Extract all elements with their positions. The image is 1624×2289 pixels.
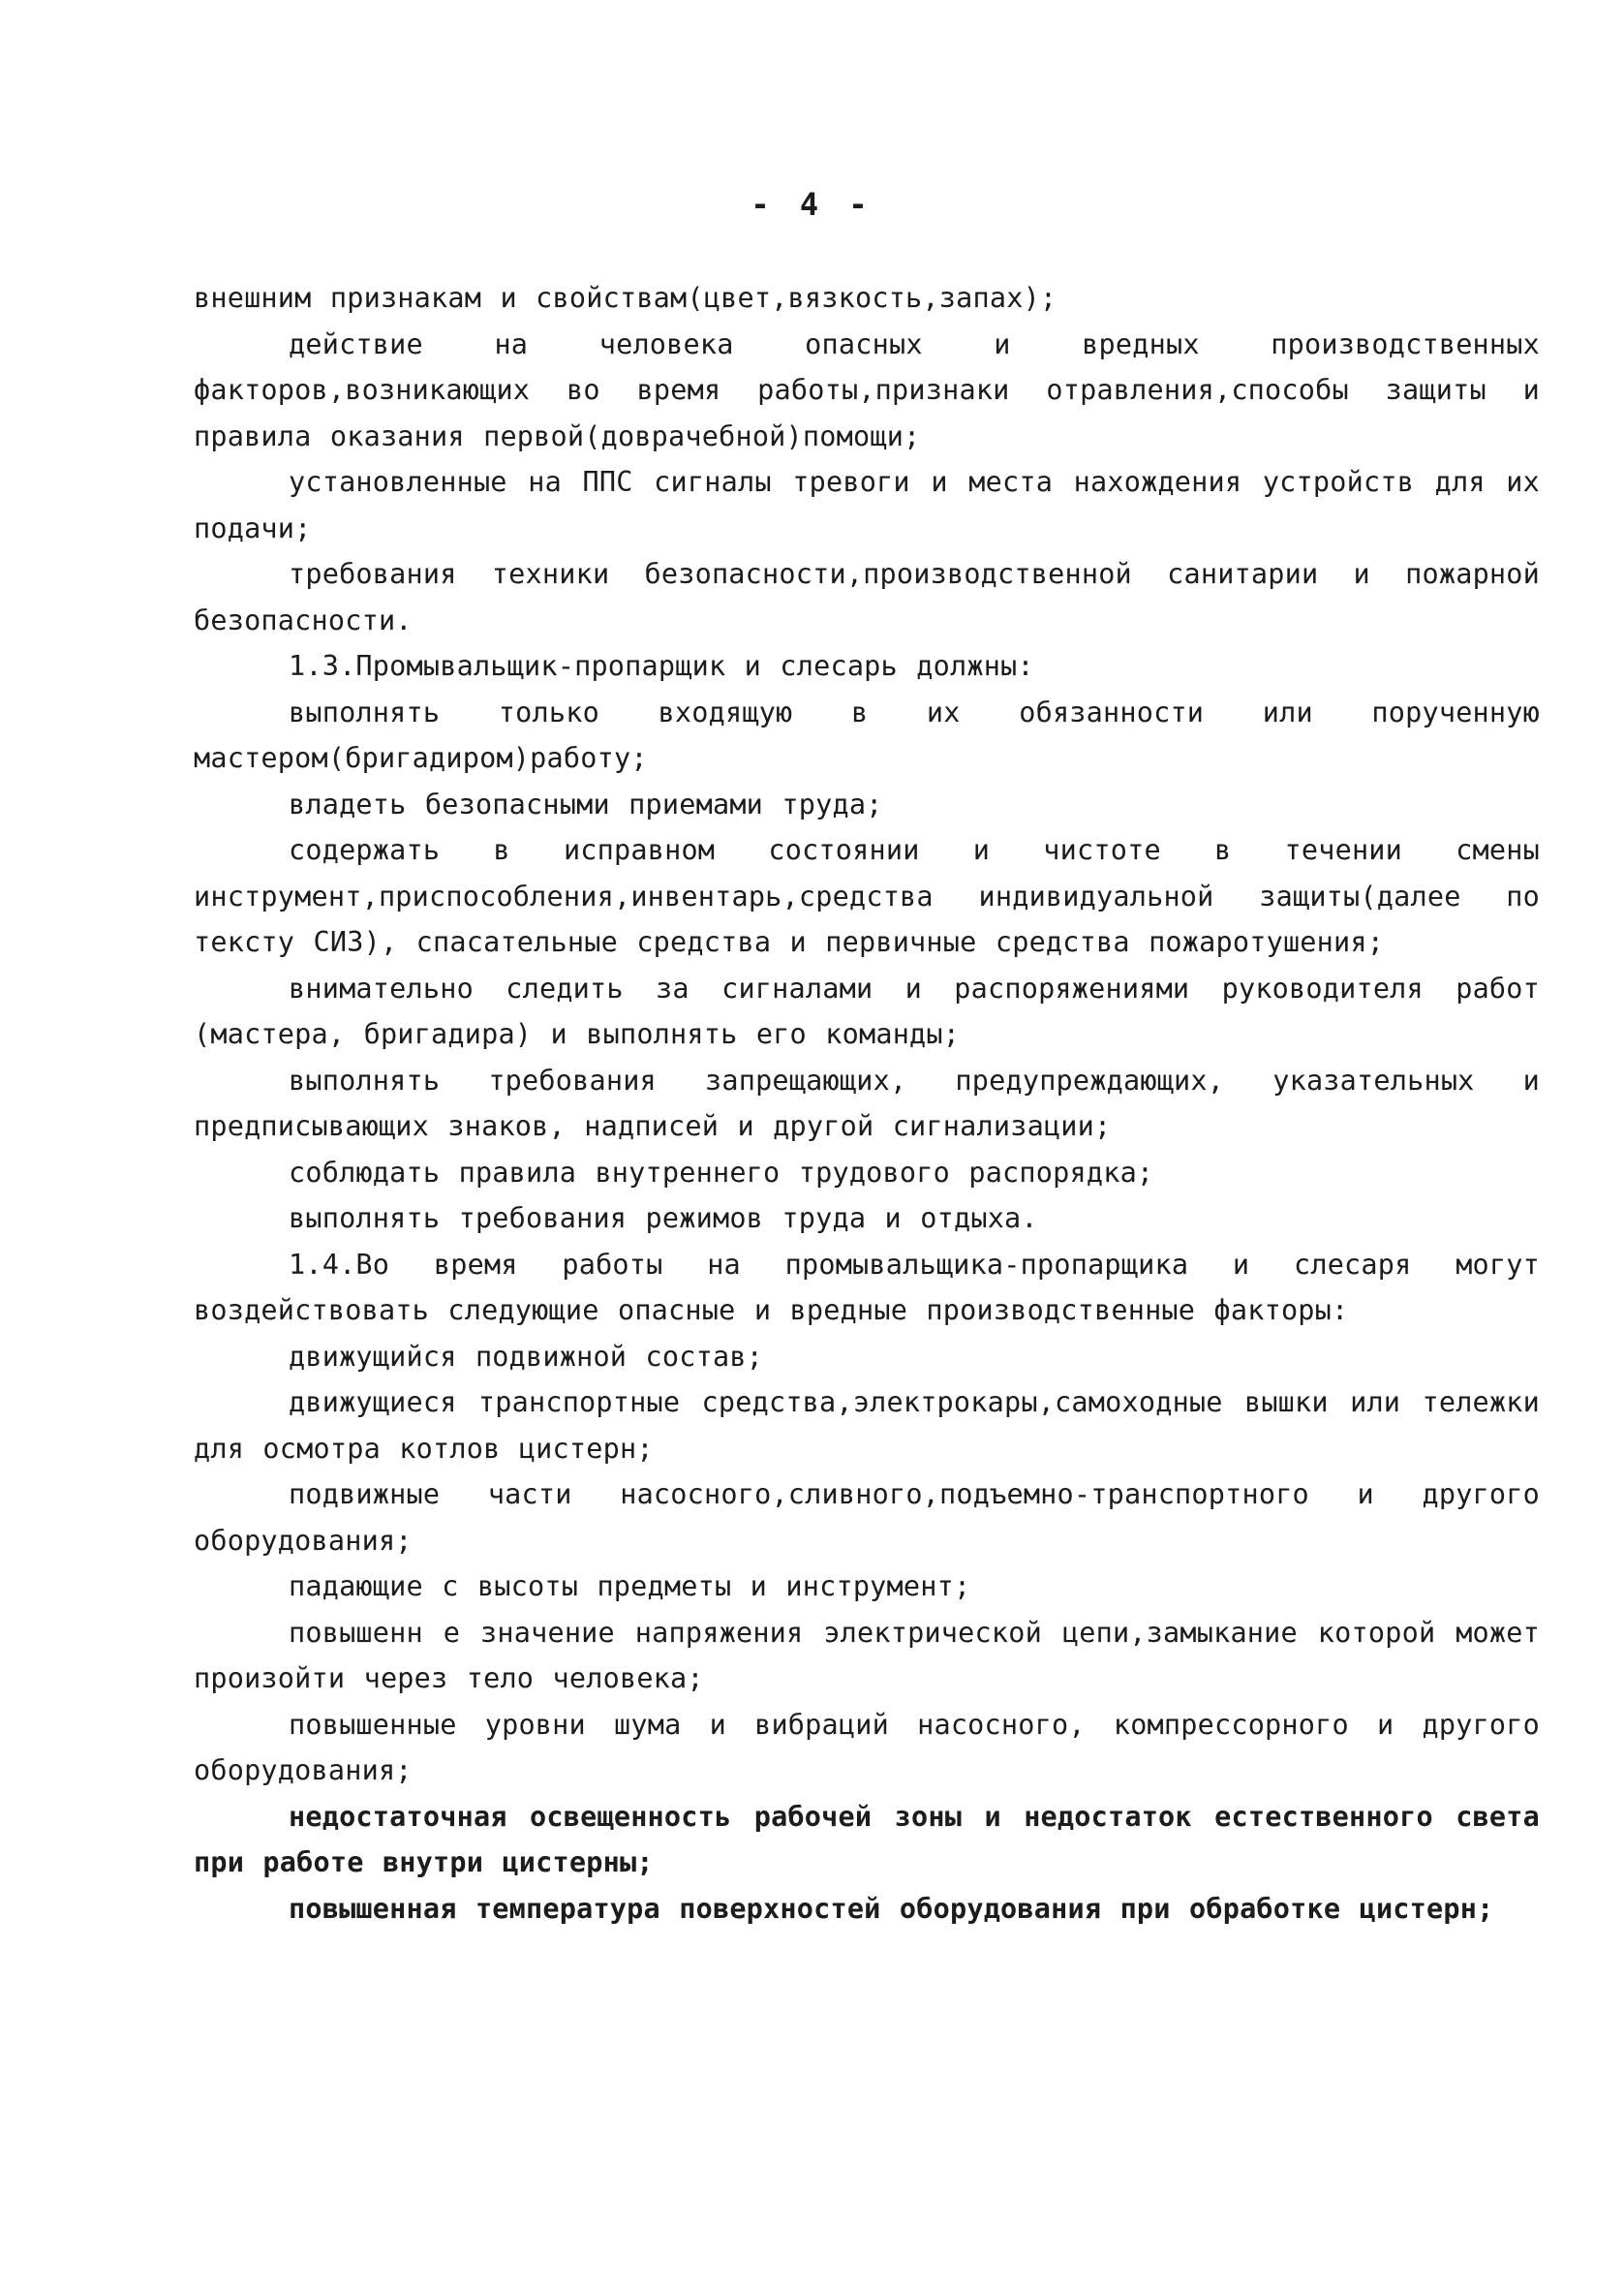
list-item: падающие с высоты предметы и инструмент; — [289, 1570, 971, 1602]
paragraph: внимательно следить за сигналами и распоряжениями руководителя работ (мастера, бригадира) и выполнять его команды; — [194, 972, 1540, 1050]
paragraph: соблюдать правила внутреннего трудового распорядка; — [289, 1156, 1154, 1189]
paragraph: выполнять только входящую в их обязанности или порученную мастером(бригадиром)работу; — [194, 696, 1540, 774]
paragraph: выполнять требования запрещающих, предупреждающих, указательных и предписывающих знаков, надписей и другой сигнализации; — [194, 1064, 1540, 1142]
list-item: движущийся подвижной состав; — [289, 1340, 764, 1373]
paragraph: содержать в исправном состоянии и чистоте в течении смены инструмент,приспособления,инвентарь,средства индивидуальной защиты(далее по тексту СИЗ), спасательные средства и первичные средства пожаротушения; — [194, 834, 1540, 958]
list-item: повышенн е значение напряжения электрической цепи,замыкание которой может произойти через тело человека; — [194, 1616, 1540, 1694]
list-item: движущиеся транспортные средства,электрокары,самоходные вышки или тележки для осмотра котлов цистерн; — [194, 1386, 1540, 1465]
paragraph: владеть безопасными приемами труда; — [289, 788, 883, 820]
list-item: подвижные части насосного,сливного,подъемно-транспортного и другого оборудования; — [194, 1478, 1540, 1557]
paragraph: внешним признакам и свойствам(цвет,вязкость,запах); — [194, 282, 1057, 314]
page-number: - 4 - — [751, 186, 873, 223]
paragraph: действие на человека опасных и вредных производственных факторов,возникающих во время работы,признаки отравления,способы защиты и правила оказания первой(доврачебной)помощи; — [194, 327, 1540, 452]
list-item: недостаточная освещенность рабочей зоны и недостаток естественного света при работе внутри цистерны; — [194, 1800, 1540, 1878]
document-body — [194, 275, 1540, 1932]
paragraph: установленные на ППС сигналы тревоги и места нахождения устройств для их подачи; — [194, 466, 1540, 544]
list-item: повышенная температура поверхностей оборудования при обработке цистерн; — [289, 1892, 1494, 1925]
list-item: повышенные уровни шума и вибраций насосного, компрессорного и другого оборудования; — [194, 1708, 1540, 1786]
paragraph: выполнять требования режимов труда и отдыха. — [289, 1202, 1038, 1234]
section-heading: 1.3.Промывальщик-пропарщик и слесарь должны: — [289, 650, 1034, 682]
paragraph: требования техники безопасности,производственной санитарии и пожарной безопасности. — [194, 558, 1540, 636]
section-heading: 1.4.Во время работы на промывальщика-пропарщика и слесаря могут воздействовать следующие опасные и вредные производственные факторы: — [194, 1248, 1540, 1326]
